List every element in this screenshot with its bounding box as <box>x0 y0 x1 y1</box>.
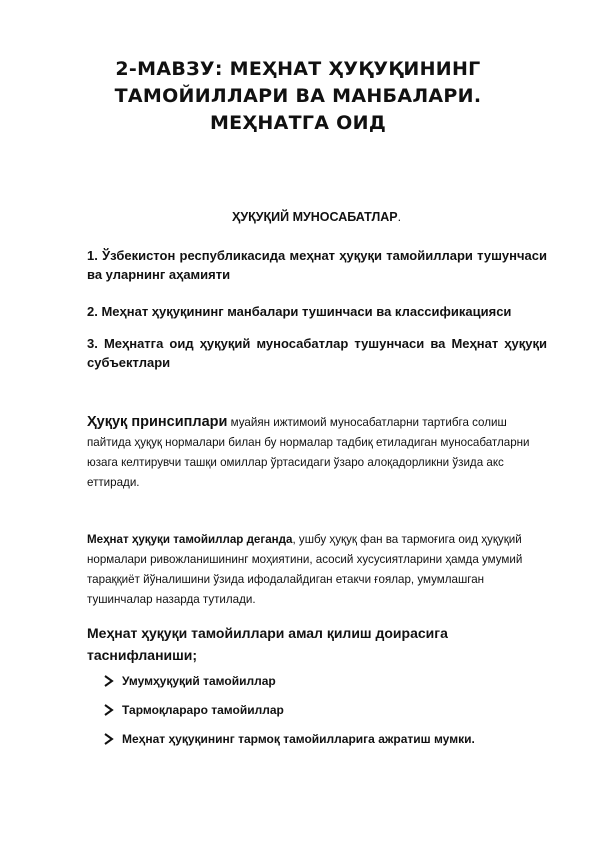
outline-item-2: 2. Меҳнат ҳуқуқининг манбалари тушинчаси ва классификацияси <box>87 304 512 319</box>
paragraph-principles-lead: Ҳуқуқ принсиплари <box>87 414 228 430</box>
paragraph-definition <box>87 530 549 610</box>
outline-item-1: 1. Ўзбекистон республикасида меҳнат ҳуқуқи тамойиллари тушунчаси ва уларнинг аҳамияти <box>87 248 547 282</box>
title-line-3: МЕҲНАТГА ОИД <box>209 112 387 134</box>
arrow-bullet-icon <box>104 701 122 716</box>
subheading-text: ҲУҚУҚИЙ МУНОСАБАТЛАР <box>232 210 398 224</box>
section-subheading <box>232 210 401 224</box>
classification-heading: Меҳнат ҳуқуқи тамойиллари амал қилиш доирасига таснифланиши; <box>87 625 448 663</box>
arrow-bullet-icon <box>104 672 122 687</box>
paragraph-principles <box>87 412 549 493</box>
paragraph-definition-lead: Меҳнат ҳуқуқи тамойиллар деганда <box>87 533 293 546</box>
list-item-label: Тармоқлараро тамойиллар <box>122 703 284 717</box>
page-title <box>80 56 516 137</box>
subheading-suffix: . <box>397 210 402 224</box>
title-line-1: 2-МАВЗУ: МЕҲНАТ ҲУҚУҚИНИНГ <box>115 58 481 80</box>
list-item-label: Меҳнат ҳуқуқининг тармоқ тамойилларига ажратиш мумки. <box>122 732 475 746</box>
classification-list <box>104 672 544 759</box>
list-item-label: Умумҳуқуқий тамойиллар <box>122 674 276 688</box>
paragraph-principles-body: муайян ижтимоий муносабатларни тартибга солиш пайтида ҳуқуқ нормалари билан бу нормалар тадбиқ етиладиган муносабатларни юзага келтирувчи ташқи омиллар ўртасидаги ўзаро алоқадорликни ўзида акс еттиради. <box>87 416 530 489</box>
list-item <box>104 701 544 730</box>
paragraph-definition-body: , ушбу ҳуқуқ фан ва тармоғига оид ҳуқуқий нормалари ривожланишининг моҳиятини, асосий хусусиятларини ҳамда умумий тараққиёт йўналишини ўзида ифодалайдиган етакчи ғоялар, умумлашган тушинчалар назарда тутилади. <box>87 533 523 606</box>
title-line-2: ТАМОЙИЛЛАРИ ВА МАНБАЛАРИ. <box>114 85 482 107</box>
list-item <box>104 730 544 759</box>
arrow-bullet-icon <box>104 730 122 745</box>
list-item <box>104 672 544 701</box>
outline-item-3: 3. Меҳнатга оид ҳуқуқий муносабатлар тушунчаси ва Меҳнат ҳуқуқи субъектлари <box>87 336 547 370</box>
